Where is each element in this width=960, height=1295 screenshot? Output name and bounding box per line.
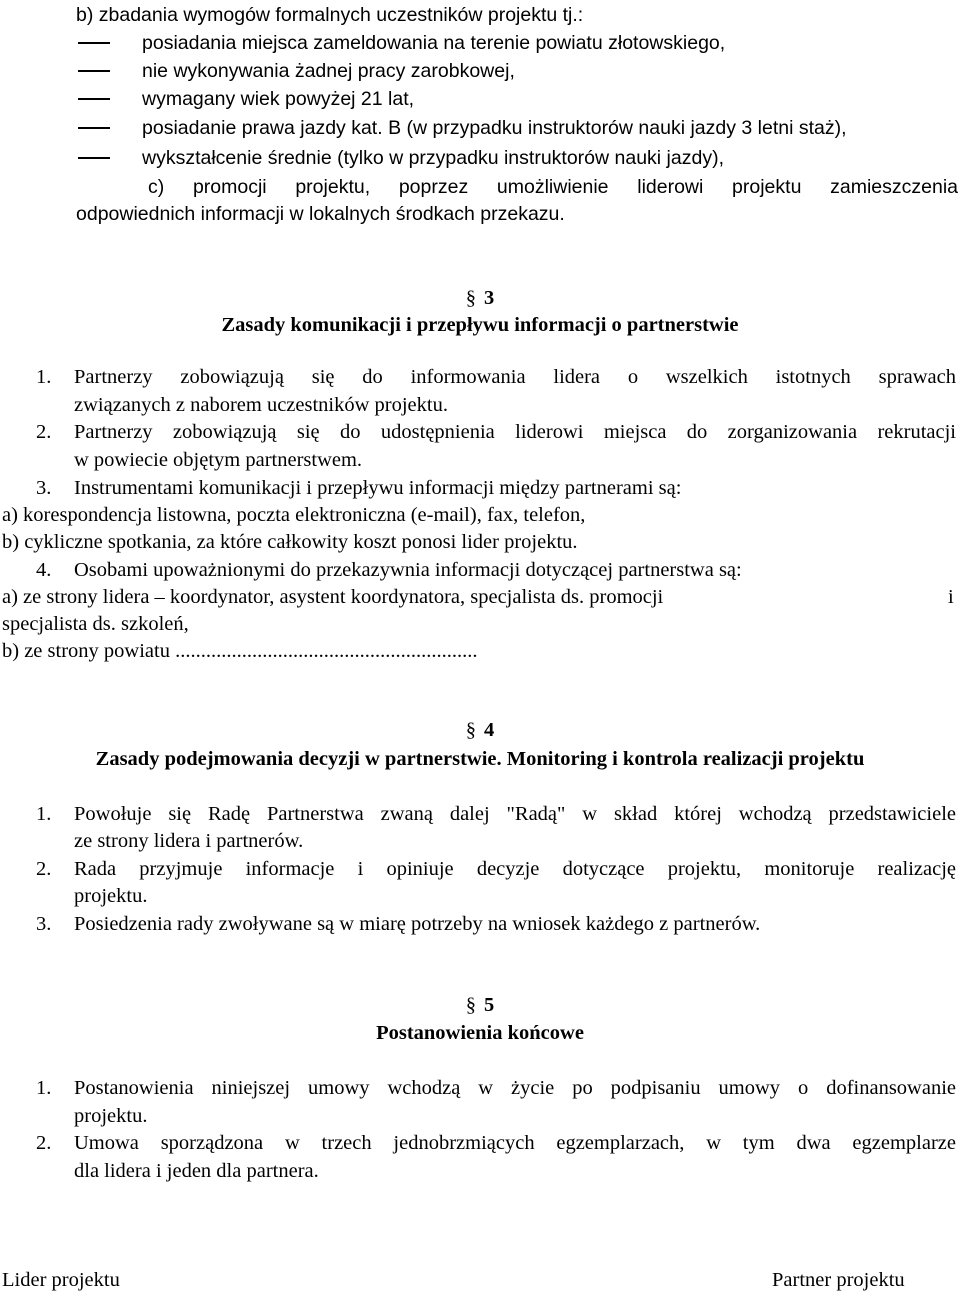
section-number: 5	[484, 994, 495, 1016]
section-b-intro: b) zbadania wymogów formalnych uczestników projektu tj.:	[76, 4, 584, 26]
list-number: 3.	[36, 477, 52, 499]
list-item-text: związanych z naborem uczestników projektu.	[74, 394, 448, 416]
section-3-title: Zasady komunikacji i przepływu informacji o partnerstwie	[221, 314, 739, 336]
list-number: 1.	[36, 1077, 52, 1099]
requirement-item: wykształcenie średnie (tylko w przypadku instruktorów nauki jazdy),	[142, 147, 724, 169]
list-number: 2.	[36, 421, 52, 443]
dash-bullet	[78, 127, 110, 129]
requirement-item: nie wykonywania żadnej pracy zarobkowej,	[142, 60, 515, 82]
list-item-text: Partnerzy zobowiązują się do udostępnienia liderowi miejsca do zorganizowania rekrutacji	[74, 421, 956, 443]
list-item-text: Rada przyjmuje informacje i opiniuje decyzje dotyczące projektu, monitoruje realizację	[74, 858, 956, 880]
section-4-number	[0, 717, 960, 743]
section-number: 3	[484, 287, 495, 309]
list-item-text: ze strony lidera i partnerów.	[74, 830, 304, 852]
list-item-text: Posiedzenia rady zwoływane są w miarę potrzeby na wniosek każdego z partnerów.	[74, 913, 761, 935]
list-item-text: projektu.	[74, 885, 148, 907]
dash-bullet	[78, 98, 110, 100]
paragraph-symbol: §	[465, 719, 476, 741]
list-number: 2.	[36, 858, 52, 880]
sub-item: a) ze strony lidera – koordynator, asystent koordynatora, specjalista ds. promocji	[2, 586, 664, 608]
dash-bullet	[78, 42, 110, 44]
list-number: 1.	[36, 803, 52, 825]
list-number: 4.	[36, 559, 52, 581]
list-item-text: w powiecie objętym partnerstwem.	[74, 449, 363, 471]
sub-item-conjunction: i	[948, 586, 954, 608]
section-c-line: odpowiednich informacji w lokalnych środkach przekazu.	[76, 203, 565, 225]
paragraph-symbol: §	[465, 994, 476, 1016]
section-4-title: Zasady podejmowania decyzji w partnerstwie. Monitoring i kontrola realizacji projektu	[95, 748, 865, 770]
list-number: 1.	[36, 366, 52, 388]
requirement-item: posiadanie prawa jazdy kat. B (w przypadku instruktorów nauki jazdy 3 letni staż),	[142, 117, 847, 139]
sub-item: b) cykliczne spotkania, za które całkowity koszt ponosi lider projektu.	[2, 531, 578, 553]
sub-item: a) korespondencja listowna, poczta elektroniczna (e-mail), fax, telefon,	[2, 504, 586, 526]
sub-item: specjalista ds. szkoleń,	[2, 613, 189, 635]
section-5-title: Postanowienia końcowe	[376, 1022, 584, 1044]
list-item-text: Postanowienia niniejszej umowy wchodzą w życie po podpisaniu umowy o dofinansowanie	[74, 1077, 956, 1099]
paragraph-symbol: §	[465, 287, 476, 309]
list-item-text: projektu.	[74, 1105, 148, 1127]
list-item-text: Powołuje się Radę Partnerstwa zwaną dalej "Radą" w skład której wchodzą przedstawiciele	[74, 803, 956, 825]
dash-bullet	[78, 70, 110, 72]
dash-bullet	[78, 157, 110, 159]
requirement-item: posiadania miejsca zameldowania na terenie powiatu złotowskiego,	[142, 32, 726, 54]
list-item-text: Umowa sporządzona w trzech jednobrzmiących egzemplarzach, w tym dwa egzemplarze	[74, 1132, 956, 1154]
requirement-item: wymagany wiek powyżej 21 lat,	[142, 88, 415, 110]
section-5-number	[0, 992, 960, 1018]
section-3-number	[0, 285, 960, 311]
list-item-text: Instrumentami komunikacji i przepływu informacji między partnerami są:	[74, 477, 682, 499]
section-number: 4	[484, 719, 495, 741]
list-number: 3.	[36, 913, 52, 935]
signature-partner: Partner projektu	[772, 1269, 905, 1291]
list-item-text: Osobami upoważnionymi do przekazywnia informacji dotyczącej partnerstwa są:	[74, 559, 742, 581]
list-number: 2.	[36, 1132, 52, 1154]
signature-lider: Lider projektu	[2, 1269, 120, 1291]
sub-item: b) ze strony powiatu ...........................................................	[2, 640, 478, 662]
list-item-text: dla lidera i jeden dla partnera.	[74, 1160, 319, 1182]
section-c-line: c) promocji projektu, poprzez umożliwienie liderowi projektu zamieszczenia	[148, 176, 958, 198]
list-item-text: Partnerzy zobowiązują się do informowania lidera o wszelkich istotnych sprawach	[74, 366, 956, 388]
